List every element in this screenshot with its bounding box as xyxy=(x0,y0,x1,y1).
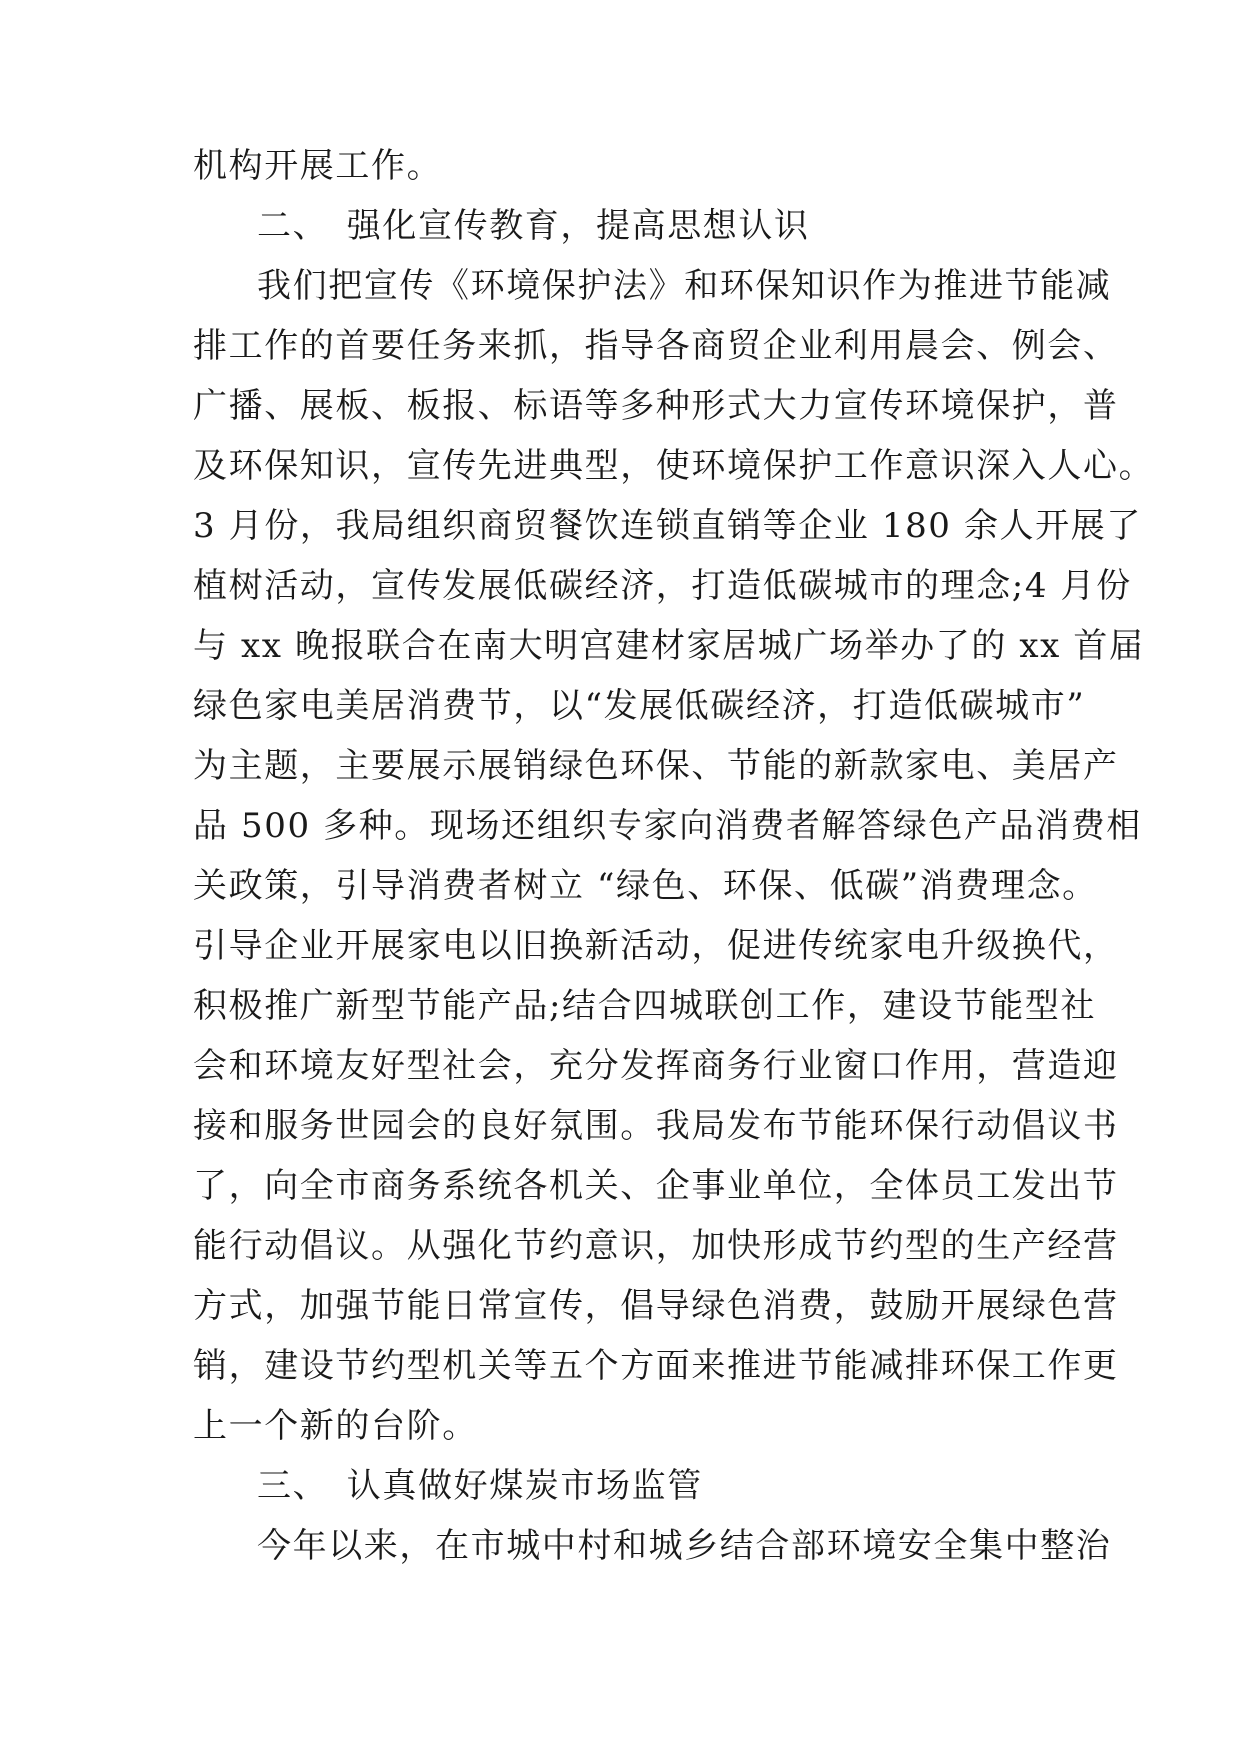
body-text-line: 与 xx 晚报联合在南大明宫建材家居城广场举办了的 xx 首届 xyxy=(193,626,1145,666)
paragraph-first-line: 我们把宣传《环境保护法》和环保知识作为推进节能减 xyxy=(257,266,1112,306)
body-text-line: 会和环境友好型社会，充分发挥商务行业窗口作用，营造迎 xyxy=(193,1046,1119,1086)
body-text-line: 广播、展板、板报、标语等多种形式大力宣传环境保护，普 xyxy=(193,386,1119,426)
body-text-line: 及环保知识，宣传先进典型，使环境保护工作意识深入人心。 xyxy=(193,446,1155,486)
body-text-line: 上一个新的台阶。 xyxy=(193,1406,478,1446)
body-text-line: 接和服务世园会的良好氛围。我局发布节能环保行动倡议书 xyxy=(193,1106,1119,1146)
body-text-line: 机构开展工作。 xyxy=(193,146,443,186)
body-text-line: 关政策，引导消费者树立 “绿色、环保、低碳”消费理念。 xyxy=(193,866,1098,906)
body-text-line: 方式，加强节能日常宣传，倡导绿色消费，鼓励开展绿色营 xyxy=(193,1286,1119,1326)
body-text-line: 了，向全市商务系统各机关、企事业单位，全体员工发出节 xyxy=(193,1166,1119,1206)
body-text-line: 绿色家电美居消费节，以“发展低碳经济，打造低碳城市” xyxy=(193,686,1086,726)
body-text-line: 植树活动，宣传发展低碳经济，打造低碳城市的理念;4 月份 xyxy=(193,566,1132,606)
body-text-line: 引导企业开展家电以旧换新活动，促进传统家电升级换代， xyxy=(193,926,1119,966)
body-text-line: 积极推广新型节能产品;结合四城联创工作，建设节能型社 xyxy=(193,986,1097,1026)
body-text-line: 排工作的首要任务来抓，指导各商贸企业利用晨会、例会、 xyxy=(193,326,1119,366)
body-text-line: 能行动倡议。从强化节约意识，加快形成节约型的生产经营 xyxy=(193,1226,1119,1266)
paragraph-first-line: 今年以来，在市城中村和城乡结合部环境安全集中整治 xyxy=(257,1526,1112,1566)
body-text-line: 为主题，主要展示展销绿色环保、节能的新款家电、美居产 xyxy=(193,746,1119,786)
body-text-line: 品 500 多种。现场还组织专家向消费者解答绿色产品消费相 xyxy=(193,806,1142,846)
section-heading-3: 三、 认真做好煤炭市场监管 xyxy=(257,1466,703,1506)
body-text-line: 销，建设节约型机关等五个方面来推进节能减排环保工作更 xyxy=(193,1346,1119,1386)
body-text-line: 3 月份，我局组织商贸餐饮连锁直销等企业 180 余人开展了 xyxy=(193,506,1142,546)
section-heading-2: 二、 强化宣传教育，提高思想认识 xyxy=(257,206,810,246)
